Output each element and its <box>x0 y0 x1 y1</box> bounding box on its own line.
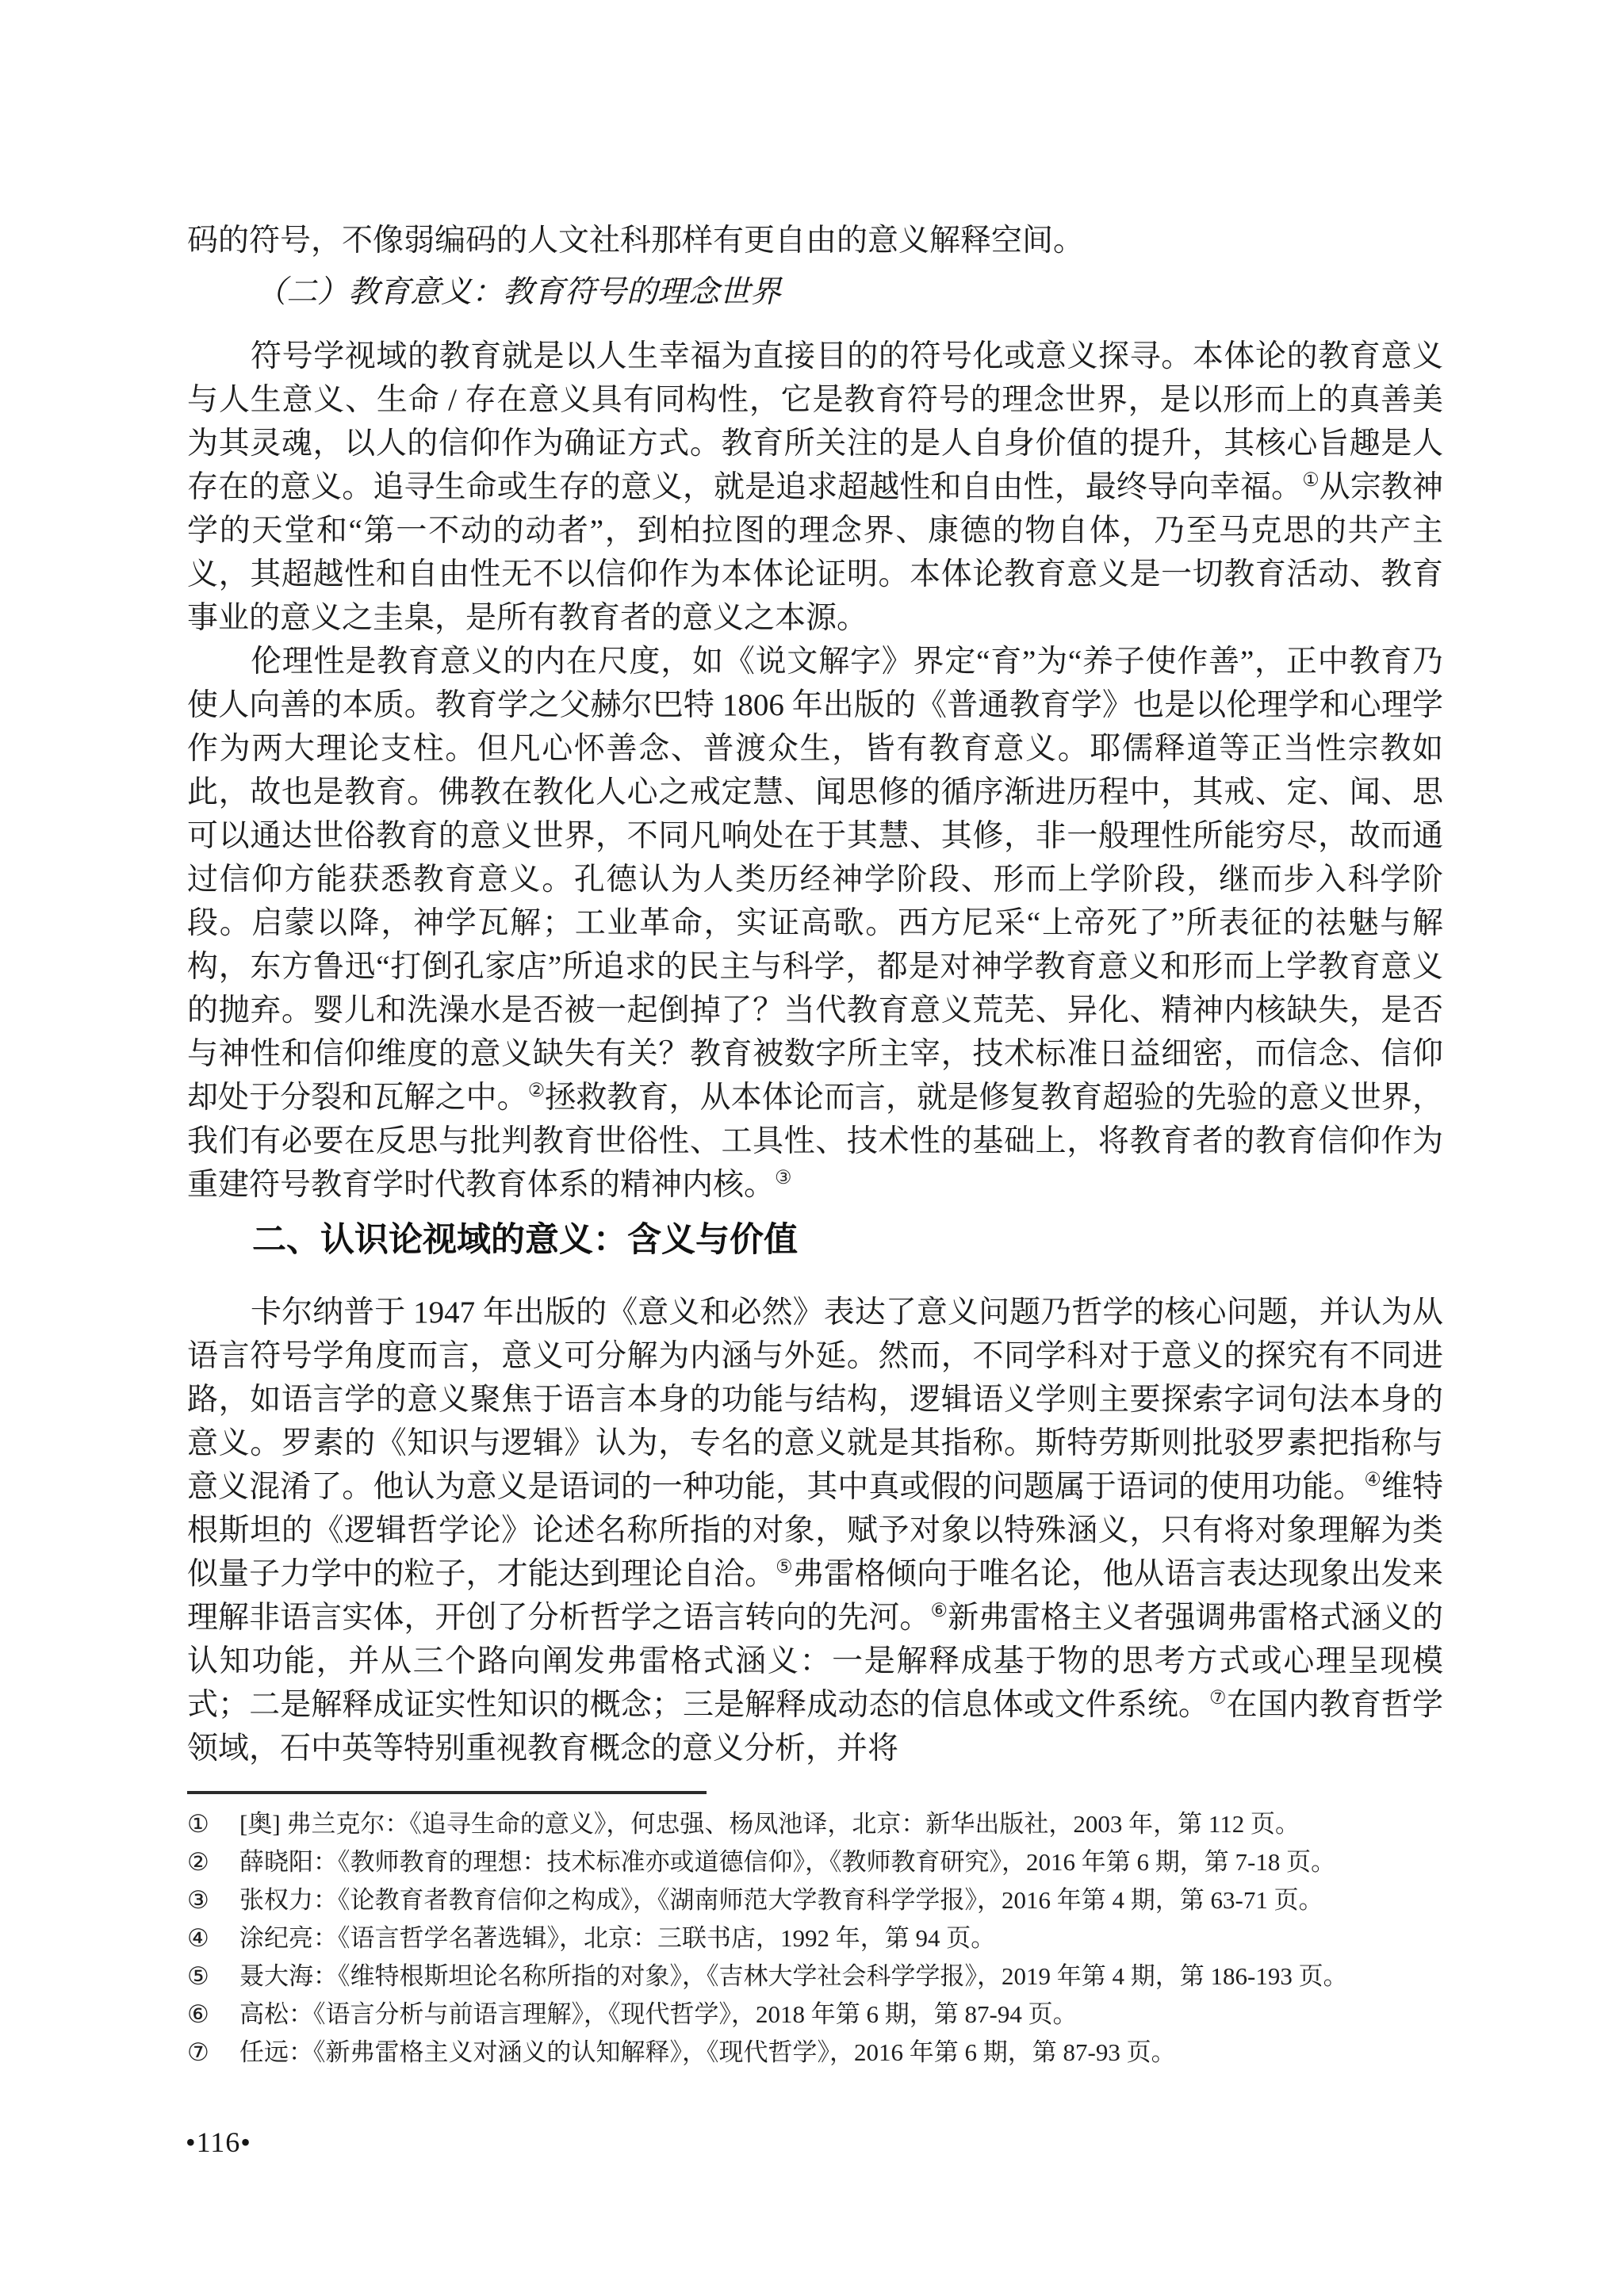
paragraph-ethical-dimension <box>187 640 1443 1207</box>
body-text-run: 新弗雷格主义者强调弗雷格式涵义的认知功能，并从三个路向阐发弗雷格式涵义：一是解释成基于物的思考方式或心理呈现模式；二是解释成证实性知识的概念；三是解释成动态的信息体或文件系统。 <box>187 1601 1443 1722</box>
paragraph-ontological-meaning <box>187 335 1443 640</box>
footnote-item <box>187 2034 1443 2072</box>
footnote-text: 张权力：《论教育者教育信仰之构成》，《湖南师范大学教育科学学报》，2016 年第 4 期，第 63-71 页。 <box>239 1886 1323 1914</box>
body-text-run: 从宗教神学的天堂和“第一不动的动者”，到柏拉图的理念界、康德的物自体，乃至马克思的共产主义，其超越性和自由性无不以信仰作为本体论证明。本体论教育意义是一切教育活动、教育事业的意义之圭臬，是所有教育者的意义之本源。 <box>187 470 1443 635</box>
body-text-run: 弗雷格倾向于唯名论，他从语言表达现象出发来理解非语言实体，开创了分析哲学之语言转向的先河。 <box>187 1557 1443 1635</box>
paragraph-continued-from-previous-page: 码的符号，不像弱编码的人文社科那样有更自由的意义解释空间。 <box>187 224 1085 258</box>
footnote-item <box>187 1805 1443 1843</box>
footnote-marker: ③ <box>187 1886 209 1914</box>
footnote-text: 聂大海：《维特根斯坦论名称所指的对象》，《吉林大学社会科学学报》，2019 年第 4 期，第 186-193 页。 <box>239 1962 1348 1990</box>
page-number: •116• <box>186 2126 251 2158</box>
body-text-run: 伦理性是教育意义的内在尺度，如《说文解字》界定“育”为“养子使作善”，正中教育乃使人向善的本质。教育学之父赫尔巴特 1806 年出版的《普通教育学》也是以伦理学和心理学作为两大理论支柱。但凡心怀善念、普渡众生，皆有教育意义。耶儒释道等正当性宗教如此，故也是教育。佛教在教化人心之戒定慧、闻思修的循序渐进历程中，其戒、定、闻、思可以通达世俗教育的意义世界，不同凡响处在于其慧、其修，非一般理性所能穷尽，故而通过信仰方能获悉教育意义。孔德认为人类历经神学阶段、形而上学阶段，继而步入科学阶段。启蒙以降，神学瓦解；工业革命，实证高歌。西方尼采“上帝死了”所表征的祛魅与解构，东方鲁迅“打倒孔家店”所追求的民主与科学，都是对神学教育意义和形而上学教育意义的抛弃。婴儿和洗澡水是否被一起倒掉了？当代教育意义荒芜、异化、精神内核缺失，是否与神性和信仰维度的意义缺失有关？教育被数字所主宰，技术标准日益细密，而信念、信仰却处于分裂和瓦解之中。 <box>187 645 1443 1115</box>
footnote-item <box>187 1919 1443 1957</box>
footnote-ref: ③ <box>775 1168 792 1188</box>
footnote-item <box>187 1996 1443 2034</box>
body-text-run: 拯救教育，从本体论而言，就是修复教育超验的先验的意义世界，我们有必要在反思与批判教育世俗性、工具性、技术性的基础上，将教育者的教育信仰作为重建符号教育学时代教育体系的精神内核。 <box>187 1081 1443 1202</box>
footnote-ref: ④ <box>1364 1470 1381 1490</box>
footnote-text: [奥] 弗兰克尔：《追寻生命的意义》，何忠强、杨凤池译，北京：新华出版社，2003 年，第 112 页。 <box>239 1810 1300 1838</box>
footnote-marker: ① <box>187 1810 209 1838</box>
body-text-run: 维特根斯坦的《逻辑哲学论》论述名称所指的对象，赋予对象以特殊涵义，只有将对象理解为类似量子力学中的粒子，才能达到理论自洽。 <box>187 1470 1443 1591</box>
footnote-text: 任远：《新弗雷格主义对涵义的认知解释》，《现代哲学》，2016 年第 6 期，第 87-93 页。 <box>239 2038 1176 2066</box>
footnote-marker: ② <box>187 1848 209 1876</box>
article-body <box>187 219 1443 1770</box>
footnote-ref: ① <box>1302 470 1320 491</box>
footnotes-block <box>187 1791 1443 2072</box>
footnote-item <box>187 1881 1443 1919</box>
footnote-text: 高松：《语言分析与前语言理解》，《现代哲学》，2018 年第 6 期，第 87-94 页。 <box>239 2000 1078 2028</box>
footnote-text: 薛晓阳：《教师教育的理想：技术标准亦或道德信仰》，《教师教育研究》，2016 年第 6 期，第 7-18 页。 <box>239 1848 1336 1876</box>
footnote-marker: ⑤ <box>187 1962 209 1990</box>
body-text-run: 符号学视域的教育就是以人生幸福为直接目的的符号化或意义探寻。本体论的教育意义与人生意义、生命 / 存在意义具有同构性，它是教育符号的理念世界，是以形而上的真善美为其灵魂，以人的信仰作为确证方式。教育所关注的是人自身价值的提升，其核心旨趣是人存在的意义。追寻生命或生存的意义，就是追求超越性和自由性，最终导向幸福。 <box>187 339 1443 504</box>
footnote-item <box>187 1843 1443 1881</box>
footnote-ref: ⑦ <box>1209 1688 1227 1709</box>
footnote-separator-rule <box>187 1791 707 1794</box>
body-text-run: 卡尔纳普于 1947 年出版的《意义和必然》表达了意义问题乃哲学的核心问题，并认为从语言符号学角度而言，意义可分解为内涵与外延。然而，不同学科对于意义的探究有不同进路，如语言学的意义聚焦于语言本身的功能与结构，逻辑语义学则主要探索字词句法本身的意义。罗素的《知识与逻辑》认为，专名的意义就是其指称。斯特劳斯则批驳罗素把指称与意义混淆了。他认为意义是语词的一种功能，其中真或假的问题属于语词的使用功能。 <box>187 1295 1443 1504</box>
body-text-run: 在国内教育哲学领域，石中英等特别重视教育概念的意义分析，并将 <box>187 1688 1443 1766</box>
section-heading: 二、认识论视域的意义：含义与价值 <box>252 1221 798 1259</box>
footnote-text: 涂纪亮：《语言哲学名著选辑》，北京：三联书店，1992 年，第 94 页。 <box>239 1924 996 1952</box>
footnote-ref: ⑤ <box>776 1557 793 1578</box>
footnote-list <box>187 1805 1443 2072</box>
footnote-marker: ⑦ <box>187 2038 209 2066</box>
subsection-heading: （二）教育意义：教育符号的理念世界 <box>255 275 782 309</box>
footnote-ref: ⑥ <box>930 1601 948 1621</box>
footnote-item <box>187 1957 1443 1996</box>
footnote-marker: ④ <box>187 1924 209 1952</box>
footnote-ref: ② <box>527 1081 546 1101</box>
footnote-marker: ⑥ <box>187 2000 209 2028</box>
paragraph-epistemological-meaning <box>187 1291 1443 1770</box>
